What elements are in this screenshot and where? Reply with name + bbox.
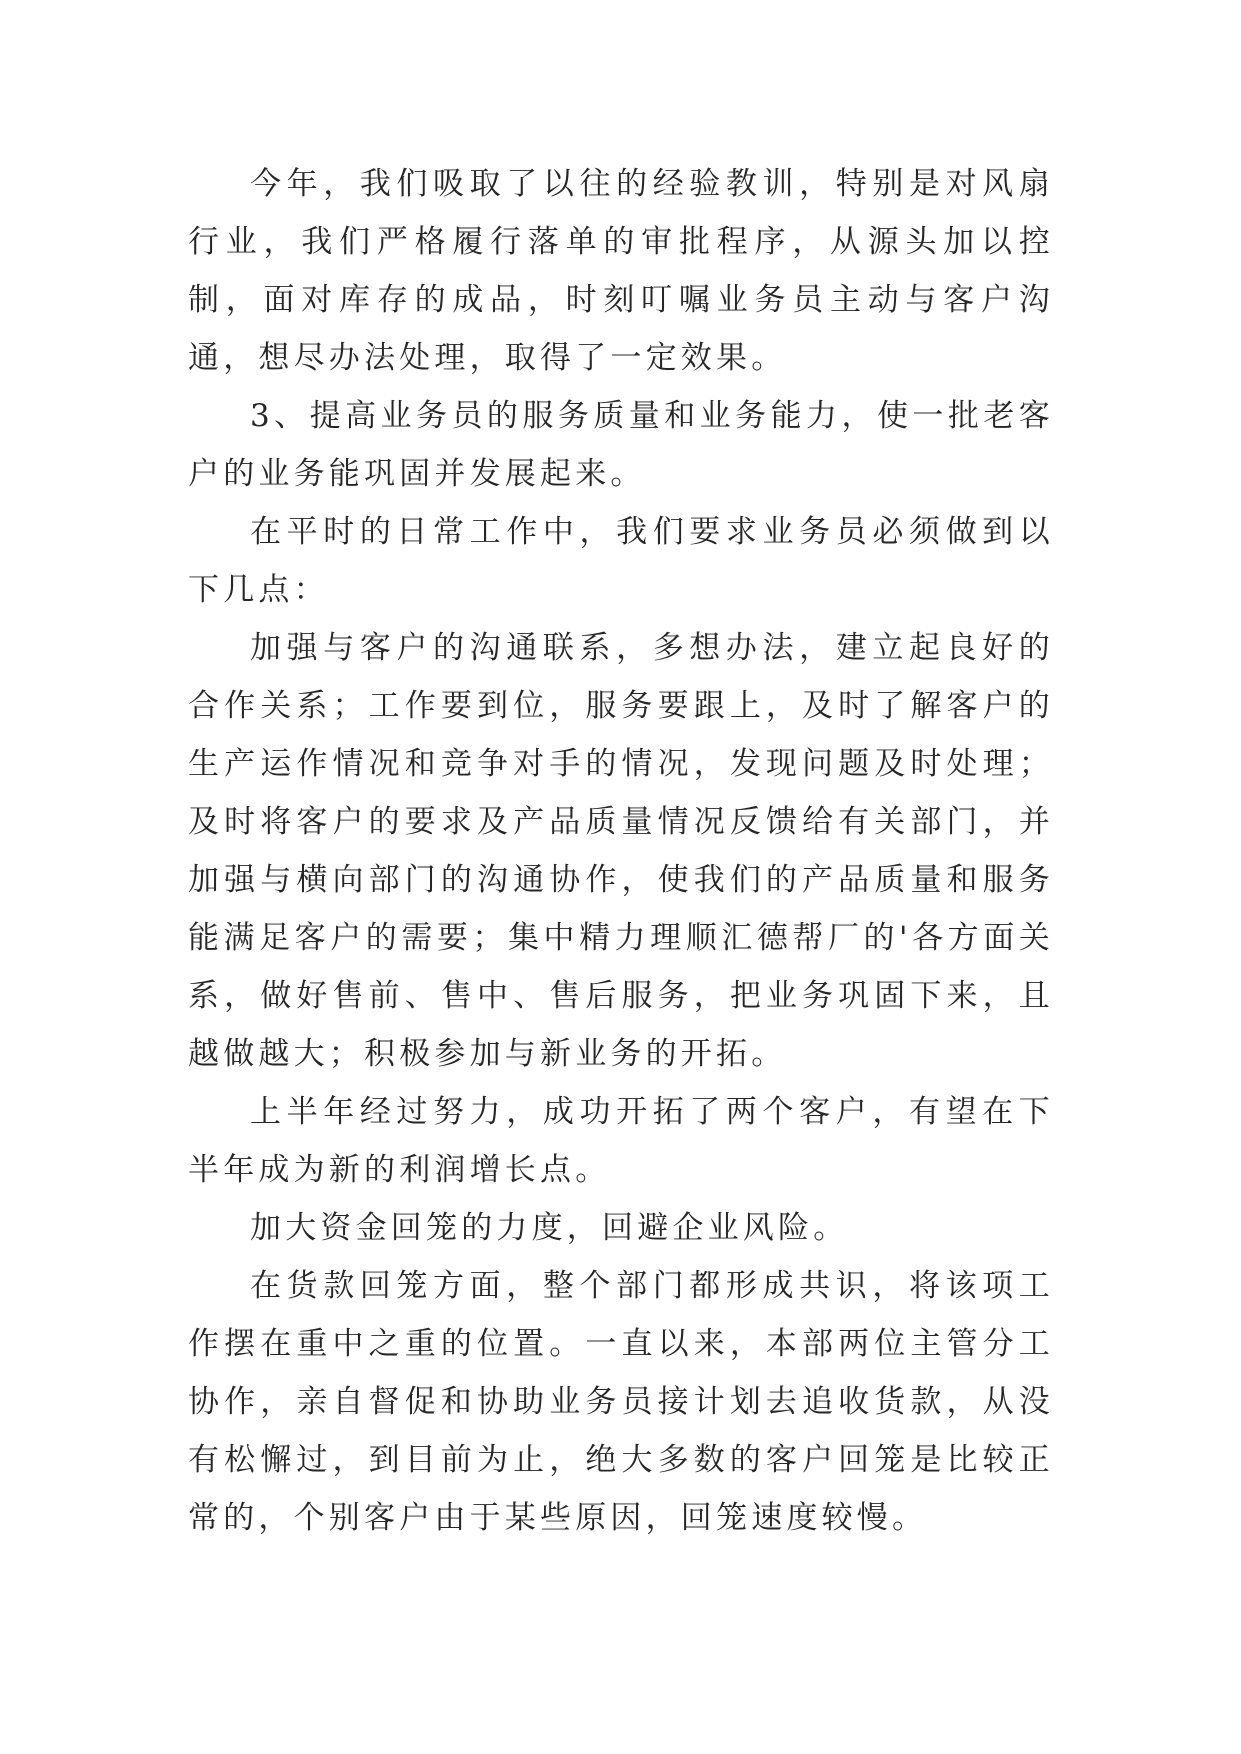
paragraph-daily-requirements: 在平时的日常工作中，我们要求业务员必须做到以下几点： xyxy=(188,514,1054,608)
paragraph-inventory-control: 今年，我们吸取了以往的经验教训，特别是对风扇行业，我们严格履行落单的审批程序，从源头加以控制，面对库存的成品，时刻叮嘱业务员主动与客户沟通，想尽办法处理，取得了一定效果。 xyxy=(188,166,1054,376)
paragraph-new-customers: 上半年经过努力，成功开拓了两个客户，有望在下半年成为新的利润增长点。 xyxy=(188,1094,1054,1188)
paragraph-payment-collection: 在货款回笼方面，整个部门都形成共识，将该项工作摆在重中之重的位置。一直以来，本部两位主管分工协作，亲自督促和协助业务员接计划去追收货款，从没有松懈过，到目前为止，绝大多数的客户回笼是比较正常的，个别客户由于某些原因，回笼速度较慢。 xyxy=(188,1268,1054,1536)
paragraph-service-quality-heading: 3、提高业务员的服务质量和业务能力，使一批老客户的业务能巩固并发展起来。 xyxy=(188,398,1054,492)
paragraph-customer-communication: 加强与客户的沟通联系，多想办法，建立起良好的合作关系；工作要到位，服务要跟上，及时了解客户的生产运作情况和竞争对手的情况，发现问题及时处理；及时将客户的要求及产品质量情况反馈给有关部门，并加强与横向部门的沟通协作，使我们的产品质量和服务能满足客户的需要；集中精力理顺汇德帮厂的'各方面关系，做好售前、售中、售后服务，把业务巩固下来，且越做越大；积极参加与新业务的开拓。 xyxy=(188,630,1054,1072)
paragraph-fund-recovery-heading: 加大资金回笼的力度，回避企业风险。 xyxy=(250,1210,849,1246)
document-body xyxy=(188,155,1054,1547)
